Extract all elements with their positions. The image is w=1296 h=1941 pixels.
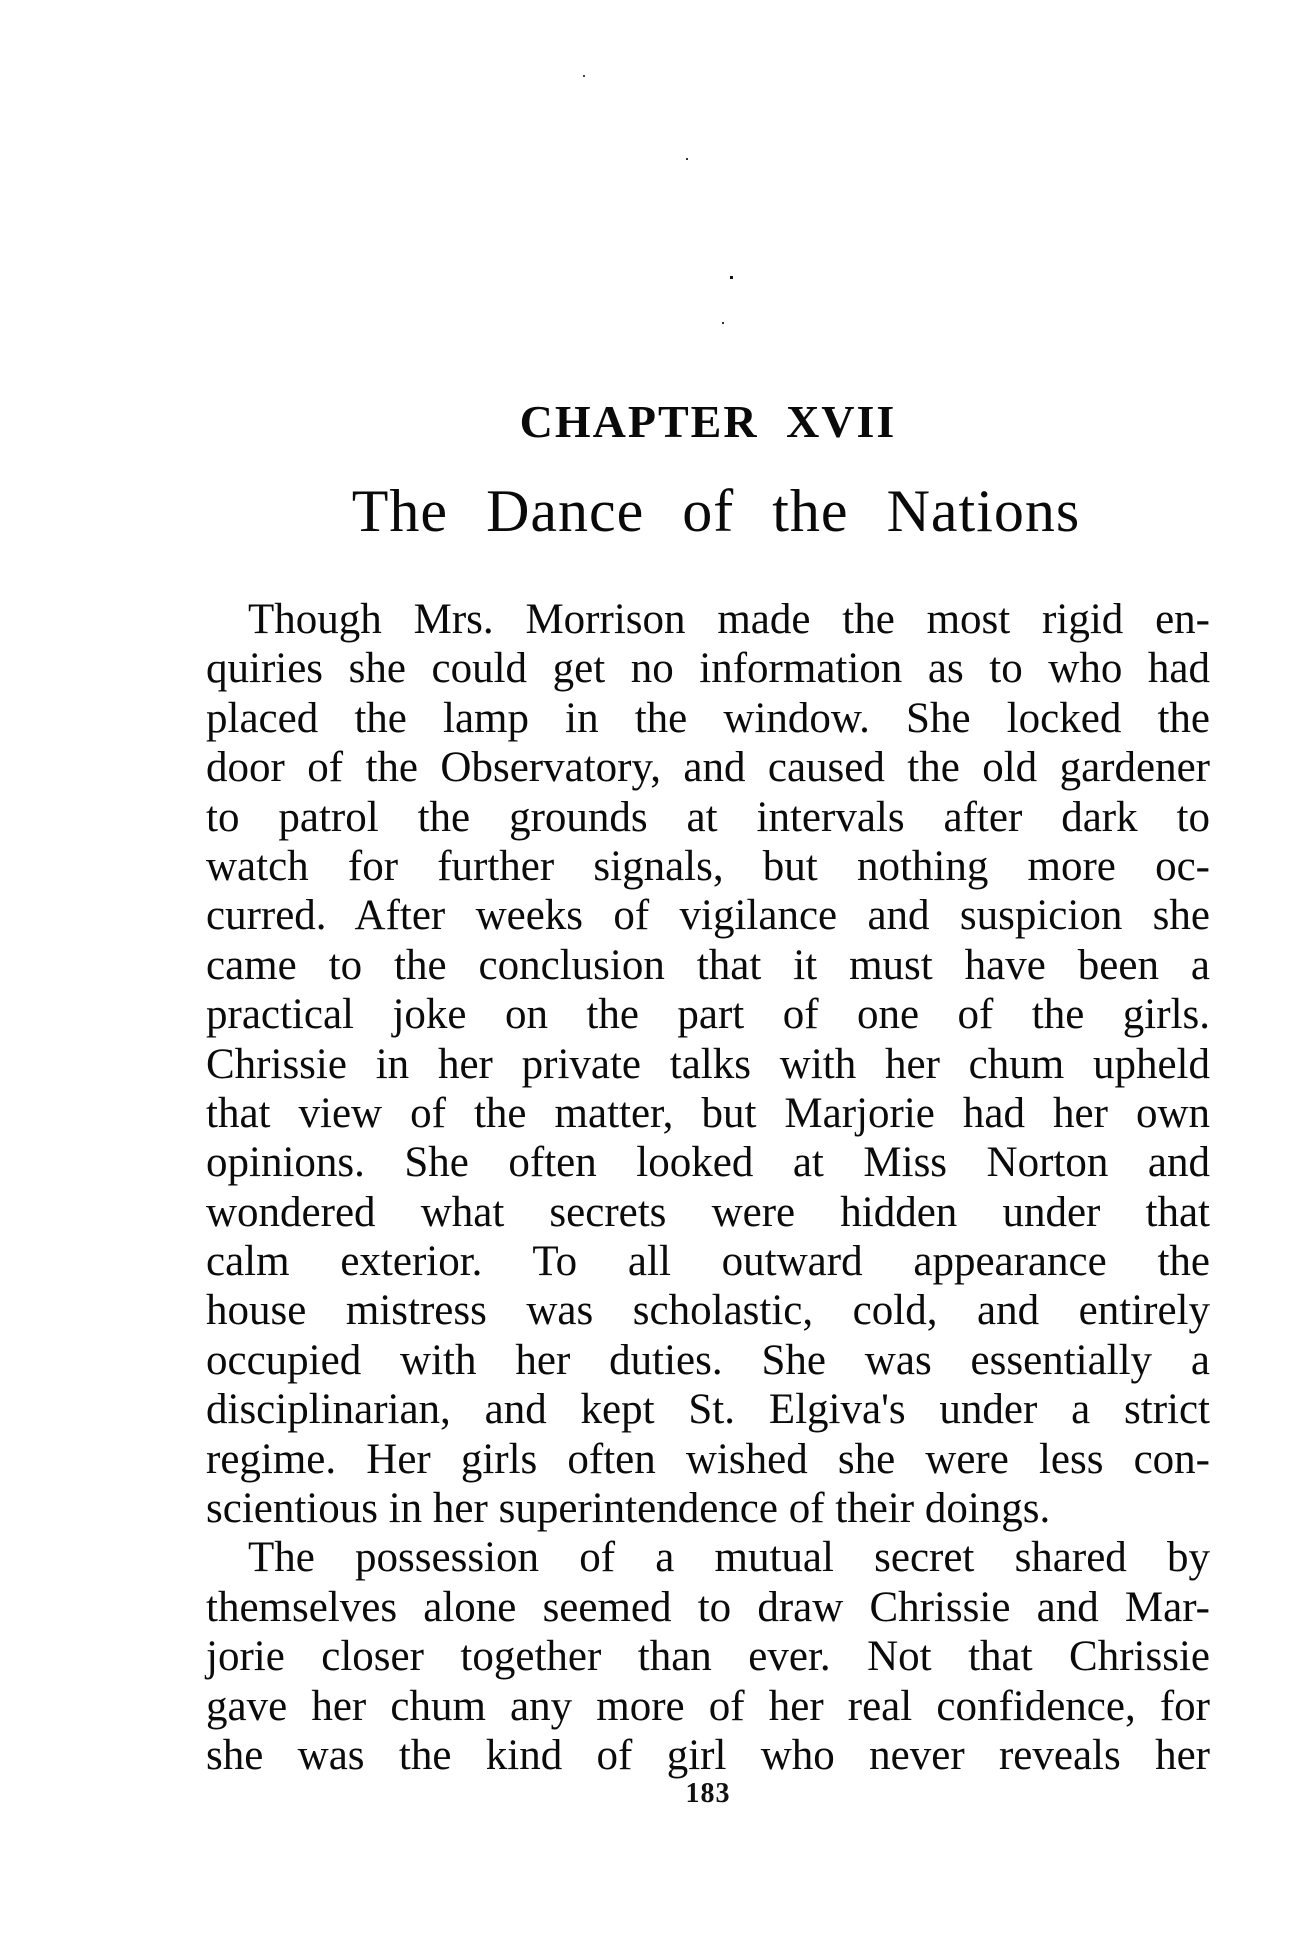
text-line: door of the Observatory, and caused the old gardener <box>206 744 1210 792</box>
text-line: regime. Her girls often wished she were less con- <box>206 1435 1210 1483</box>
text-line: house mistress was scholastic, cold, and entirely <box>206 1287 1210 1335</box>
text-line: placed the lamp in the window. She locked the <box>206 694 1210 742</box>
text-line: gave her chum any more of her real confidence, for <box>206 1682 1210 1730</box>
ink-speck <box>730 276 733 279</box>
text-line: she was the kind of girl who never reveals her <box>206 1731 1210 1779</box>
text-line: to patrol the grounds at intervals after dark to <box>206 793 1210 841</box>
text-line: that view of the matter, but Marjorie had her own <box>206 1089 1210 1137</box>
ink-speck <box>686 158 688 160</box>
text-line: scientious in her superintendence of their doings. <box>206 1485 1051 1533</box>
text-line: The possession of a mutual secret shared by <box>248 1534 1210 1582</box>
text-line: jorie closer together than ever. Not that Chrissie <box>206 1633 1210 1681</box>
ink-speck <box>722 322 724 324</box>
text-line: quiries she could get no information as to who had <box>206 645 1210 693</box>
page-number: 183 <box>685 1778 731 1809</box>
ink-speck <box>583 75 585 77</box>
text-line: opinions. She often looked at Miss Norton and <box>206 1139 1210 1187</box>
body-text <box>206 595 1210 1780</box>
text-line: Chrissie in her private talks with her chum upheld <box>206 1040 1210 1088</box>
chapter-heading: CHAPTER XVII <box>519 396 897 447</box>
text-line: watch for further signals, but nothing more oc- <box>206 842 1210 890</box>
text-line: curred. After weeks of vigilance and suspicion she <box>206 892 1210 940</box>
text-line: Though Mrs. Morrison made the most rigid en- <box>248 596 1210 643</box>
text-line: practical joke on the part of one of the girls. <box>206 991 1210 1039</box>
text-line: themselves alone seemed to draw Chrissie and Mar- <box>206 1583 1210 1631</box>
text-line: wondered what secrets were hidden under that <box>206 1188 1210 1236</box>
text-line: calm exterior. To all outward appearance the <box>206 1238 1210 1286</box>
text-line: occupied with her duties. She was essentially a <box>206 1336 1210 1384</box>
chapter-title: The Dance of the Nations <box>351 478 1081 544</box>
text-line: came to the conclusion that it must have been a <box>206 941 1210 989</box>
text-line: disciplinarian, and kept St. Elgiva's under a strict <box>206 1386 1210 1434</box>
